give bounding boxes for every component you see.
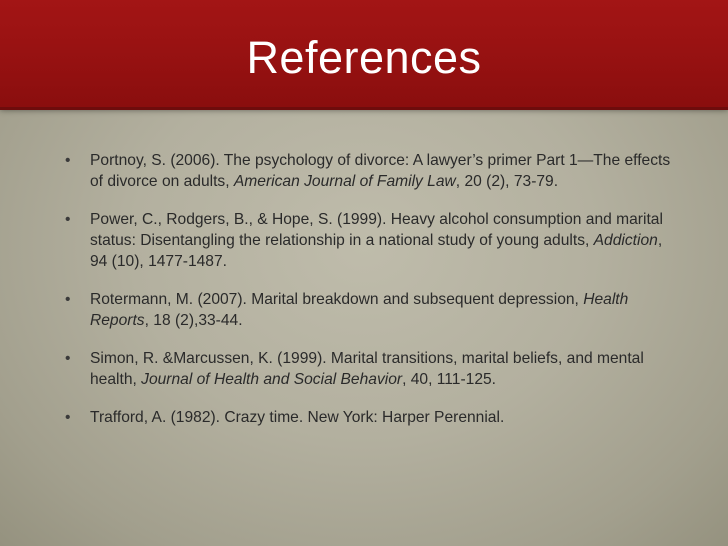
bullet-icon: • <box>65 409 71 426</box>
reference-item <box>62 150 682 192</box>
reference-details: , 40, 111-125. <box>402 371 496 388</box>
reference-details: , 94 (10), 1477-1487. <box>90 232 663 270</box>
bullet-icon: • <box>65 291 71 308</box>
reference-item <box>62 348 682 390</box>
reference-text: Simon, R. &Marcussen, K. (1999). Marital transitions, marital beliefs, and mental health, <box>90 350 644 388</box>
reference-item <box>62 209 682 272</box>
bullet-icon: • <box>65 152 71 169</box>
reference-text: Rotermann, M. (2007). Marital breakdown and subsequent depression, <box>90 291 584 308</box>
reference-journal: Journal of Health and Social Behavior <box>141 371 403 388</box>
reference-item <box>62 407 682 428</box>
reference-text: Trafford, A. (1982). Crazy time. New York: Harper Perennial. <box>90 409 505 426</box>
reference-journal: American Journal of Family Law <box>233 173 456 190</box>
bullet-icon: • <box>65 350 71 367</box>
reference-text: Power, C., Rodgers, B., & Hope, S. (1999). Heavy alcohol consumption and marital status: Disentangling the relationship in a national study of young adults, <box>90 211 663 249</box>
reference-text: Portnoy, S. (2006). The psychology of divorce: A lawyer’s primer Part 1—The effects of divorce on adults, <box>90 152 671 190</box>
reference-journal: Addiction <box>593 232 658 249</box>
title-bar <box>0 0 728 107</box>
reference-details: , 18 (2),33-44. <box>144 312 243 329</box>
reference-list <box>62 150 682 445</box>
reference-item <box>62 289 682 331</box>
bullet-icon: • <box>65 211 71 228</box>
slide-title: References <box>246 32 482 83</box>
reference-details: , 20 (2), 73-79. <box>455 173 559 190</box>
reference-journal: Health Reports <box>90 291 629 329</box>
